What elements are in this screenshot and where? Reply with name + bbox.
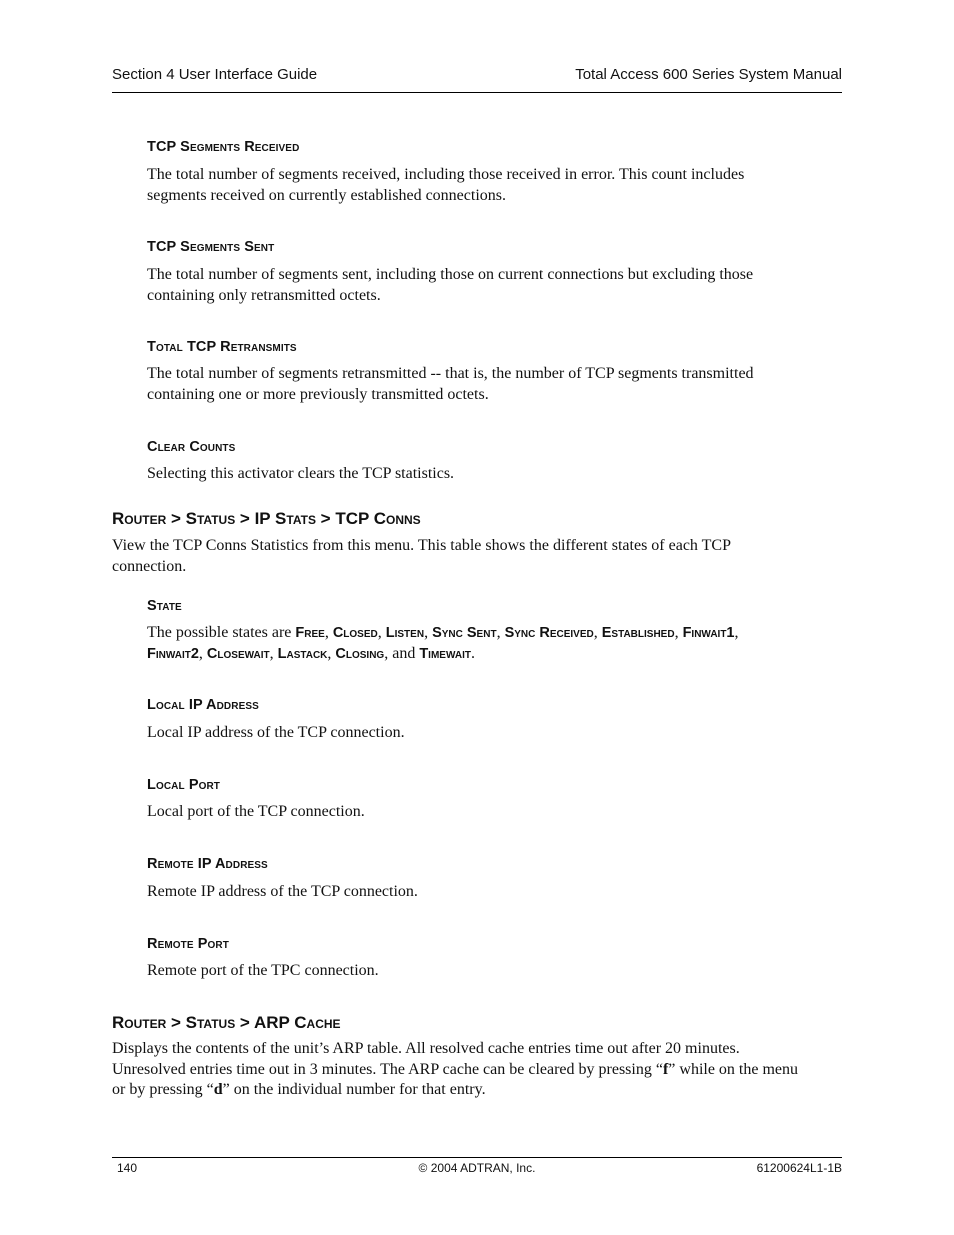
state-timewait: Timewait — [419, 645, 471, 662]
state-sync-received: Sync Received — [504, 625, 594, 641]
state-finwait1: Finwait1 — [682, 625, 735, 641]
text-line: Local port of the TCP connection. — [147, 803, 365, 820]
state-closewait: Closewait — [206, 645, 270, 662]
paragraph-remote-ip-address — [147, 882, 847, 903]
paragraph-tcp-segments-received — [147, 165, 847, 206]
heading-tcp-conns: Router > Status > IP Stats > TCP Conns — [112, 509, 421, 528]
document-id: 61200624L1-1B — [756, 1161, 842, 1175]
heading-remote-ip-address: Remote IP Address — [147, 856, 268, 872]
paragraph-local-ip-address — [147, 723, 847, 744]
text-line: Remote IP address of the TCP connection. — [147, 883, 418, 900]
heading-tcp-segments-sent: TCP Segments Sent — [147, 239, 275, 255]
state-established: Established — [601, 625, 675, 641]
header-rule — [112, 92, 842, 93]
text-fragment: Unresolved entries time out in 3 minutes. The ARP cache can be cleared by pressing “ — [112, 1060, 663, 1078]
text-line: containing only retransmitted octets. — [147, 286, 381, 304]
key-d: d — [213, 1081, 223, 1098]
text-line: Remote port of the TPC connection. — [147, 962, 379, 979]
heading-remote-port: Remote Port — [147, 936, 229, 952]
state-sync-sent: Sync Sent — [432, 625, 497, 641]
text-line: The total number of segments sent, including those on current connections but excluding those — [147, 266, 754, 283]
state-finwait2: Finwait2 — [147, 645, 199, 662]
state-listen: Listen — [385, 625, 425, 641]
text-line: Displays the contents of the unit’s ARP table. All resolved cache entries time out after 20 minutes. — [112, 1040, 740, 1057]
heading-total-tcp-retransmits: Total TCP Retransmits — [147, 339, 297, 355]
text-line: containing one or more previously transmitted octets. — [147, 385, 489, 403]
heading-tcp-segments-received: TCP Segments Received — [147, 139, 300, 155]
heading-clear-counts: Clear Counts — [147, 439, 236, 455]
running-header-section: Section 4 User Interface Guide — [112, 66, 318, 83]
paragraph-arp-cache — [112, 1039, 847, 1101]
copyright: © 2004 ADTRAN, Inc. — [418, 1161, 536, 1175]
text-line: Selecting this activator clears the TCP statistics. — [147, 465, 455, 482]
paragraph-tcp-conns — [112, 536, 847, 577]
text-line: segments received on currently established connections. — [147, 186, 506, 204]
text-fragment: ” on the individual number for that entry. — [222, 1081, 486, 1098]
text-line: connection. — [112, 557, 187, 575]
state-lastack: Lastack — [277, 645, 328, 662]
state-intro: The possible states are — [147, 624, 296, 641]
paragraph-tcp-segments-sent — [147, 265, 847, 306]
running-header-title: Total Access 600 Series System Manual — [575, 66, 842, 83]
heading-local-port: Local Port — [147, 777, 220, 793]
text-line — [112, 1060, 847, 1081]
paragraph-total-tcp-retransmits — [147, 364, 847, 405]
text-line: Local IP address of the TCP connection. — [147, 724, 405, 741]
paragraph-clear-counts — [147, 464, 847, 485]
paragraph-state — [147, 623, 847, 664]
heading-state: State — [147, 598, 182, 614]
state-line-2: Finwait2, Closewait, Lastack, Closing, and Timewait. — [147, 644, 475, 662]
text-line: The total number of segments received, including those received in error. This count includes — [147, 166, 745, 183]
paragraph-remote-port — [147, 961, 847, 982]
text-line — [112, 1080, 847, 1101]
text-line: View the TCP Conns Statistics from this menu. This table shows the different states of each TCP — [112, 537, 731, 554]
state-and: and — [392, 644, 416, 662]
page-number: 140 — [117, 1161, 138, 1175]
footer-rule — [112, 1157, 842, 1158]
heading-arp-cache: Router > Status > ARP Cache — [112, 1013, 341, 1032]
state-closing: Closing — [335, 645, 385, 662]
text-fragment: ” while on the menu — [668, 1060, 799, 1078]
heading-local-ip-address: Local IP Address — [147, 697, 259, 713]
text-line: The total number of segments retransmitted -- that is, the number of TCP segments transmitted — [147, 365, 754, 382]
key-f: f — [662, 1060, 669, 1078]
state-line-1: The possible states are Free, Closed, Listen, Sync Sent, Sync Received, Established, Finwait1, — [147, 624, 739, 641]
text-fragment: or by pressing “ — [112, 1081, 214, 1098]
state-free: Free — [295, 625, 325, 641]
paragraph-local-port — [147, 802, 847, 823]
state-closed: Closed — [332, 625, 378, 641]
